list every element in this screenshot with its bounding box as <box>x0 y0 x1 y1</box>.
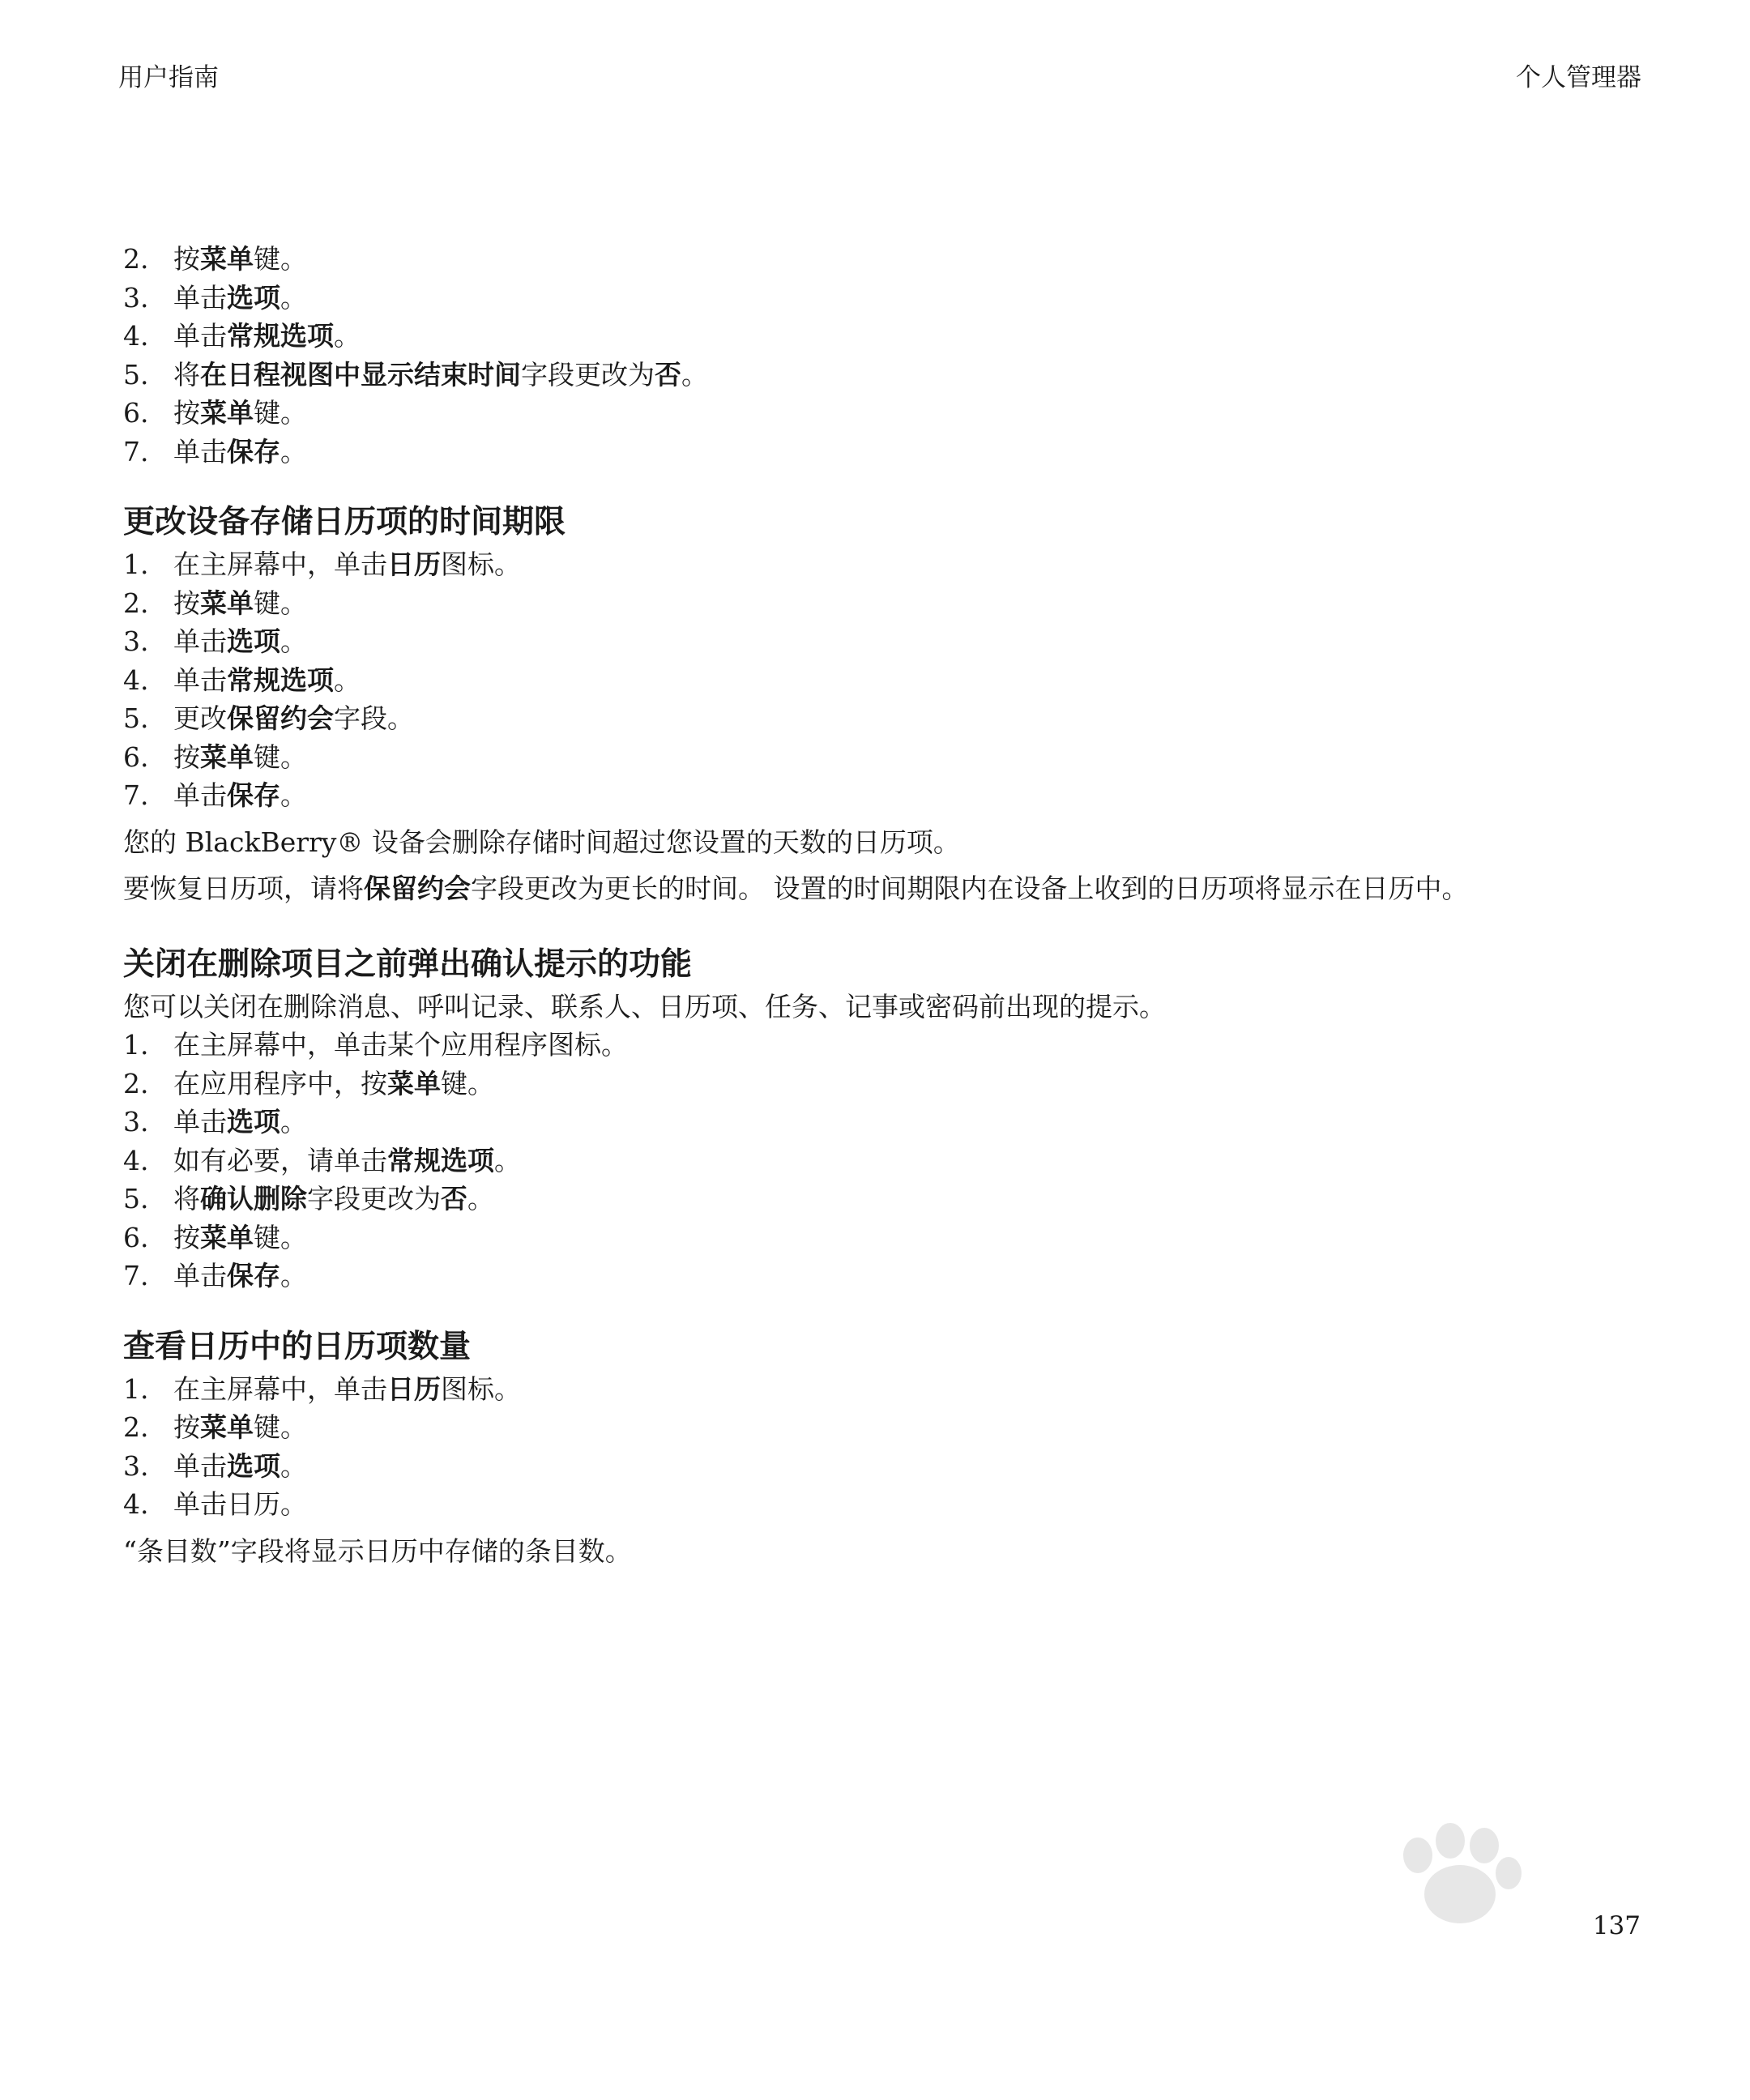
step-number: 6. <box>123 741 149 773</box>
step-number: 7. <box>123 779 149 811</box>
bold-term: 在日程视图中显示结束时间 <box>200 358 521 391</box>
bold-term: 否 <box>441 1183 467 1214</box>
text-run: 单击 <box>173 1260 227 1291</box>
step-item <box>123 1026 1662 1065</box>
text-run: 单击 <box>173 320 227 352</box>
text-run: 键。 <box>254 587 307 619</box>
body-paragraph <box>123 869 1662 908</box>
step-item <box>123 317 1662 356</box>
step-item <box>123 699 1662 738</box>
bold-term: 菜单 <box>387 1067 441 1099</box>
text-run: 按 <box>173 1411 200 1443</box>
text-run: 在主屏幕中，单击某个应用程序图标。 <box>173 1029 628 1061</box>
text-run: 您可以关闭在删除消息、呼叫记录、联系人、日历项、任务、记事或密码前出现的提示。 <box>123 990 1166 1022</box>
bold-term: 选项 <box>227 1106 280 1138</box>
step-item <box>123 584 1662 623</box>
text-run: 按 <box>173 1221 200 1253</box>
paragraph-spacer <box>123 815 1662 823</box>
section-spacer <box>123 1295 1662 1325</box>
text-run: 图标。 <box>441 548 521 580</box>
section-spacer <box>123 471 1662 500</box>
text-run: 键。 <box>254 1221 307 1253</box>
bold-term: 保存 <box>227 435 280 467</box>
text-run: 单击 <box>173 625 227 657</box>
step-item <box>123 1447 1662 1486</box>
step-item <box>123 1065 1662 1103</box>
step-number: 4. <box>123 1488 149 1520</box>
bold-term: 常规选项 <box>387 1144 494 1176</box>
text-run: 按 <box>173 741 200 773</box>
step-number: 7. <box>123 1260 149 1291</box>
text-run: 单击日历。 <box>173 1488 307 1520</box>
step-item <box>123 661 1662 700</box>
text-run: 在主屏幕中，单击 <box>173 548 387 580</box>
intro-paragraph <box>123 988 1662 1027</box>
bold-term: 菜单 <box>200 741 254 773</box>
paragraph-spacer <box>123 861 1662 869</box>
step-number: 4. <box>123 664 149 696</box>
step-item <box>123 545 1662 584</box>
bold-term: 菜单 <box>200 1411 254 1443</box>
step-number: 4. <box>123 1144 149 1176</box>
text-run: 。 <box>280 779 307 811</box>
text-run: 键。 <box>441 1067 494 1099</box>
text-run: 字段更改为更长的时间。 设置的时间期限内在设备上收到的日历项将显示在日历中。 <box>471 873 1469 904</box>
bold-term: 常规选项 <box>227 664 334 696</box>
step-number: 6. <box>123 1221 149 1253</box>
baidu-watermark-logo <box>1248 1823 1669 2025</box>
text-run: 要恢复日历项，请将 <box>123 873 364 904</box>
step-item <box>123 1103 1662 1142</box>
text-run: 。 <box>334 320 361 352</box>
page-number: 137 <box>1592 1911 1641 1940</box>
step-number: 1. <box>123 1029 149 1061</box>
step-number: 6. <box>123 397 149 429</box>
step-item <box>123 1408 1662 1447</box>
bold-term: 选项 <box>227 281 280 314</box>
text-run: 。 <box>467 1183 494 1214</box>
step-item <box>123 738 1662 777</box>
step-number: 3. <box>123 1449 149 1482</box>
text-run: 图标。 <box>441 1372 521 1405</box>
text-run: 字段。 <box>334 702 414 734</box>
bold-term: 常规选项 <box>227 320 334 352</box>
body-paragraph <box>123 823 1662 862</box>
step-number: 2. <box>123 587 149 619</box>
bold-term: 保留约会 <box>227 702 334 734</box>
step-item <box>123 776 1662 815</box>
bold-term: 保存 <box>227 1260 280 1291</box>
text-run: 按 <box>173 397 200 429</box>
step-number: 1. <box>123 1372 149 1405</box>
step-number: 3. <box>123 1106 149 1138</box>
text-run: 单击 <box>173 281 227 314</box>
text-run: 。 <box>494 1144 521 1176</box>
step-item <box>123 1219 1662 1257</box>
step-number: 5. <box>123 1183 149 1214</box>
step-item <box>123 279 1662 318</box>
text-run: 单击 <box>173 435 227 467</box>
step-number: 7. <box>123 435 149 467</box>
step-number: 1. <box>123 548 149 580</box>
text-run: 在应用程序中，按 <box>173 1067 387 1099</box>
text-run: 您的 BlackBerry® 设备会删除存储时间超过您设置的天数的日历项。 <box>123 826 960 858</box>
text-run: 。 <box>280 435 307 467</box>
bold-term: 否 <box>655 358 681 391</box>
text-run: 。 <box>280 625 307 657</box>
step-number: 3. <box>123 625 149 657</box>
text-run: 键。 <box>254 243 307 275</box>
bold-term: 保留约会 <box>364 873 471 904</box>
section-heading: 更改设备存储日历项的时间期限 <box>123 504 566 540</box>
text-run: 在主屏幕中，单击 <box>173 1372 387 1405</box>
text-run: 将 <box>173 358 200 391</box>
step-number: 5. <box>123 358 149 391</box>
section-heading: 查看日历中的日历项数量 <box>123 1328 472 1365</box>
step-item <box>123 1370 1662 1409</box>
step-number: 2. <box>123 243 149 275</box>
text-run: 单击 <box>173 664 227 696</box>
text-run: 。 <box>681 358 708 391</box>
bold-term: 菜单 <box>200 397 254 429</box>
text-run: 。 <box>280 1106 307 1138</box>
text-run: 。 <box>334 664 361 696</box>
step-item <box>123 1180 1662 1219</box>
running-header-left: 用户指南 <box>118 63 219 92</box>
document-body <box>123 240 1662 1570</box>
text-run: 按 <box>173 243 200 275</box>
step-item <box>123 622 1662 661</box>
text-run: 字段更改为 <box>521 358 655 391</box>
bold-term: 日历 <box>387 1372 441 1405</box>
text-run: 键。 <box>254 1411 307 1443</box>
text-run: 将 <box>173 1183 200 1214</box>
step-item <box>123 433 1662 472</box>
body-paragraph <box>123 1532 1662 1571</box>
text-run: 单击 <box>173 779 227 811</box>
text-run: 单击 <box>173 1449 227 1482</box>
step-item <box>123 356 1662 395</box>
text-run: 。 <box>280 1449 307 1482</box>
baidu-paw-icon <box>1248 1823 1669 2025</box>
bold-term: 日历 <box>387 548 441 580</box>
step-number: 2. <box>123 1067 149 1099</box>
step-number: 3. <box>123 281 149 314</box>
step-item <box>123 240 1662 279</box>
step-item <box>123 1257 1662 1295</box>
bold-term: 保存 <box>227 779 280 811</box>
step-item <box>123 394 1662 433</box>
bold-term: 菜单 <box>200 1221 254 1253</box>
step-number: 5. <box>123 702 149 734</box>
text-run: 如有必要，请单击 <box>173 1144 387 1176</box>
bold-term: 选项 <box>227 625 280 657</box>
text-run: 键。 <box>254 397 307 429</box>
text-run: 字段更改为 <box>307 1183 441 1214</box>
section-spacer <box>123 908 1662 942</box>
step-item <box>123 1142 1662 1180</box>
bold-term: 菜单 <box>200 243 254 275</box>
bold-term: 选项 <box>227 1449 280 1482</box>
step-item <box>123 1485 1662 1524</box>
bold-term: 确认删除 <box>200 1183 307 1214</box>
step-number: 4. <box>123 320 149 352</box>
text-run: 按 <box>173 587 200 619</box>
text-run: 。 <box>280 1260 307 1291</box>
bold-term: 菜单 <box>200 587 254 619</box>
paragraph-spacer <box>123 1524 1662 1532</box>
running-header-right: 个人管理器 <box>1516 63 1641 92</box>
text-run: “条目数”字段将显示日历中存储的条目数。 <box>123 1534 632 1567</box>
text-run: 更改 <box>173 702 227 734</box>
step-number: 2. <box>123 1411 149 1443</box>
text-run: 。 <box>280 281 307 314</box>
text-run: 键。 <box>254 741 307 773</box>
text-run: 单击 <box>173 1106 227 1138</box>
section-heading: 关闭在删除项目之前弹出确认提示的功能 <box>123 945 693 983</box>
